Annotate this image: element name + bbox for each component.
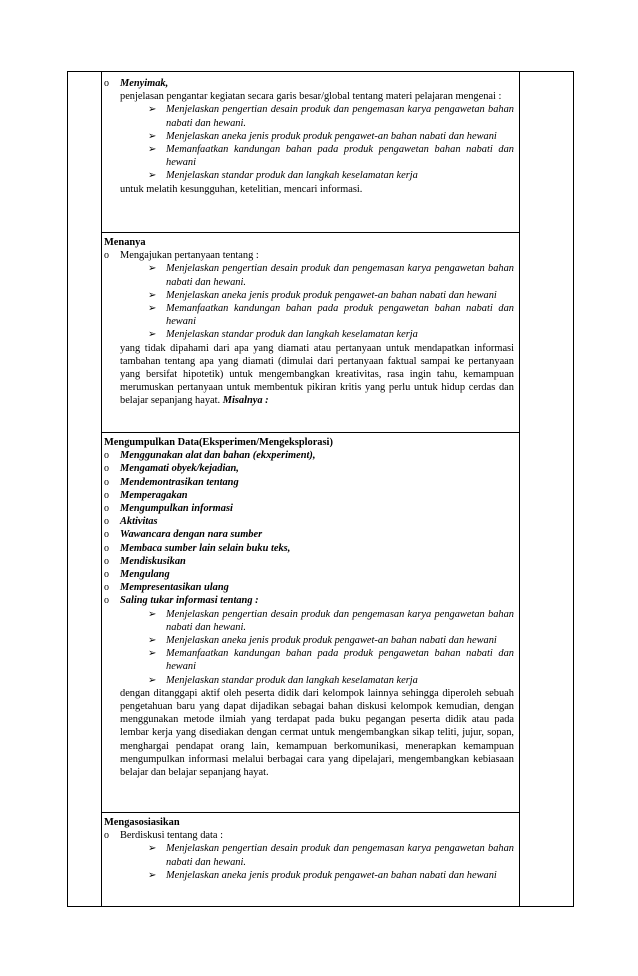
bullet-icon: o: [104, 529, 109, 541]
list-item: [104, 249, 514, 262]
section-menanya: [104, 236, 514, 408]
list-item: [104, 528, 514, 541]
item-text: Mempresentasikan ulang: [120, 582, 229, 594]
item-text: Mengajukan pertanyaan tentang :: [120, 250, 259, 262]
arrow-bullet-icon: ➢: [148, 843, 157, 855]
bullet-icon: o: [104, 830, 109, 842]
bullet-icon: o: [104, 250, 109, 262]
list-item: [104, 476, 514, 489]
item-text: Aktivitas: [120, 516, 158, 528]
sub-point: ➢ Menjelaskan aneka jenis produk produk pengawet-an bahan nabati dan hewani: [148, 289, 497, 301]
sub-point: ➢ Menjelaskan aneka jenis produk produk pengawet-an bahan nabati dan hewani: [148, 635, 497, 647]
item-text: Berdiskusi tentang data :: [120, 830, 224, 842]
closing-text: yang tidak dipahami dari apa yang diamati atau pertanyaan untuk mendapatkan informasi tambahan tentang apa yang diamati (dimulai dari pertanyaan faktual sampai ke pertanyaan yang bersifat hipotetik) untuk mengembangkan kreativitas, rasa ingin tahu, kemampuan merumuskan pertanyaan untuk membentuk pikiran kritis yang perlu untuk hidup cerdas dan belajar sepanjang hayat. Misalnya :: [120, 342, 514, 407]
sub-point: ➢ Memanfaatkan kandungan bahan pada produk pengawetan bahan nabati dan hewani: [148, 303, 514, 328]
arrow-bullet-icon: ➢: [148, 635, 157, 647]
list-item: [104, 489, 514, 502]
closing-tail: Misalnya :: [222, 395, 269, 407]
arrow-bullet-icon: ➢: [148, 263, 157, 275]
section-title: Mengasosiasikan: [104, 817, 180, 828]
sub-point: ➢ Menjelaskan pengertian desain produk dan pengemasan karya pengawetan bahan nabati dan hewani.: [148, 104, 514, 129]
list-item: [104, 829, 514, 842]
item-text: Mengulang: [120, 569, 170, 581]
item-text: Saling tukar informasi tentang :: [120, 595, 259, 607]
item-text: Menggunakan alat dan bahan (ekxperiment),: [120, 450, 316, 462]
arrow-bullet-icon: ➢: [148, 144, 157, 156]
closing-text: untuk melatih kesungguhan, ketelitian, mencari informasi.: [120, 183, 363, 195]
sub-point: ➢ Memanfaatkan kandungan bahan pada produk pengawetan bahan nabati dan hewani: [148, 648, 514, 673]
item-label: Menyimak,: [120, 78, 169, 89]
item-text: Mengumpulkan informasi: [120, 503, 233, 515]
bullet-icon: o: [104, 582, 109, 594]
arrow-bullet-icon: ➢: [148, 170, 157, 182]
arrow-bullet-icon: ➢: [148, 104, 157, 116]
list-item: [104, 77, 514, 103]
sub-point: ➢ Menjelaskan standar produk dan langkah keselamatan kerja: [148, 674, 418, 686]
bullet-icon: o: [104, 489, 109, 501]
bullet-icon: o: [104, 555, 109, 567]
section-mengumpulkan-data: [104, 436, 514, 779]
item-text: Mendiskusikan: [120, 555, 186, 567]
item-list: [104, 449, 514, 607]
section-divider: [101, 432, 520, 433]
bullet-icon: o: [104, 476, 109, 488]
arrow-bullet-icon: ➢: [148, 303, 157, 315]
arrow-bullet-icon: ➢: [148, 648, 157, 660]
arrow-bullet-icon: ➢: [148, 674, 157, 686]
bullet-icon: o: [104, 542, 109, 554]
bullet-icon: o: [104, 569, 109, 581]
section-title: Menanya: [104, 237, 146, 248]
bullet-icon: o: [104, 463, 109, 475]
item-text: Membaca sumber lain selain buku teks,: [120, 542, 291, 554]
table-column-divider-right: [519, 71, 520, 907]
table-column-divider-left: [101, 71, 102, 907]
list-item: [104, 568, 514, 581]
closing-text: dengan ditanggapi aktif oleh peserta didik dari kelompok lainnya sehingga diperoleh sebuah pengetahuan baru yang dapat dijadikan sebagai bahan diskusi kelompok kemudian, dengan menggunakan metode ilmiah yang terdapat pada buku pegangan peserta didik atau pada lembar kerja yang disediakan dengan cermat untuk mengembangkan sikap teliti, jujur, sopan, menghargai pendapat orang lain, kemampuan berkomunikasi, menerapkan kemampuan mengumpulkan informasi melalui berbagai cara yang dipelajari, mengembangkan kebiasaan belajar dan belajar sepanjang hayat.: [120, 687, 514, 779]
sub-point: ➢ Menjelaskan pengertian desain produk dan pengemasan karya pengawetan bahan nabati dan hewani.: [148, 263, 514, 288]
list-item: [104, 581, 514, 594]
arrow-bullet-icon: ➢: [148, 289, 157, 301]
item-text: penjelasan pengantar kegiatan secara garis besar/global tentang materi pelajaran mengenai :: [120, 91, 502, 103]
list-item: [104, 502, 514, 515]
arrow-bullet-icon: ➢: [148, 329, 157, 341]
sub-point: ➢ Menjelaskan pengertian desain produk dan pengemasan karya pengawetan bahan nabati dan hewani.: [148, 608, 514, 633]
list-item: [104, 594, 514, 607]
arrow-bullet-icon: ➢: [148, 608, 157, 620]
sub-point: ➢ Menjelaskan pengertian desain produk dan pengemasan karya pengawetan bahan nabati dan hewani.: [148, 843, 514, 868]
list-item: [104, 449, 514, 462]
arrow-bullet-icon: ➢: [148, 130, 157, 142]
item-text: Mendemontrasikan tentang: [120, 476, 239, 488]
item-text: Mengamati obyek/kejadian,: [120, 463, 239, 475]
item-text: Wawancara dengan nara sumber: [120, 529, 263, 541]
section-divider: [101, 232, 520, 233]
sub-point: ➢ Menjelaskan standar produk dan langkah keselamatan kerja: [148, 329, 418, 341]
section-title: Mengumpulkan Data(Eksperimen/Mengeksplorasi): [104, 437, 333, 448]
bullet-icon: o: [104, 503, 109, 515]
list-item: [104, 555, 514, 568]
bullet-icon: o: [104, 516, 109, 528]
bullet-icon: o: [104, 595, 109, 607]
arrow-bullet-icon: ➢: [148, 869, 157, 881]
list-item: [104, 462, 514, 475]
sub-point: ➢ Menjelaskan standar produk dan langkah keselamatan kerja: [148, 170, 418, 182]
item-text: Memperagakan: [120, 489, 188, 501]
section-menyimak: [104, 77, 514, 196]
list-item: [104, 515, 514, 528]
list-item: [104, 542, 514, 555]
sub-point: ➢ Menjelaskan aneka jenis produk produk pengawet-an bahan nabati dan hewani: [148, 130, 497, 142]
section-mengasosiasikan: [104, 816, 514, 882]
bullet-icon: o: [104, 450, 109, 462]
sub-point: ➢ Menjelaskan aneka jenis produk produk pengawet-an bahan nabati dan hewani: [148, 869, 497, 881]
sub-point: ➢ Memanfaatkan kandungan bahan pada produk pengawetan bahan nabati dan hewani: [148, 144, 514, 169]
bullet-icon: o: [104, 78, 109, 89]
section-divider: [101, 812, 520, 813]
